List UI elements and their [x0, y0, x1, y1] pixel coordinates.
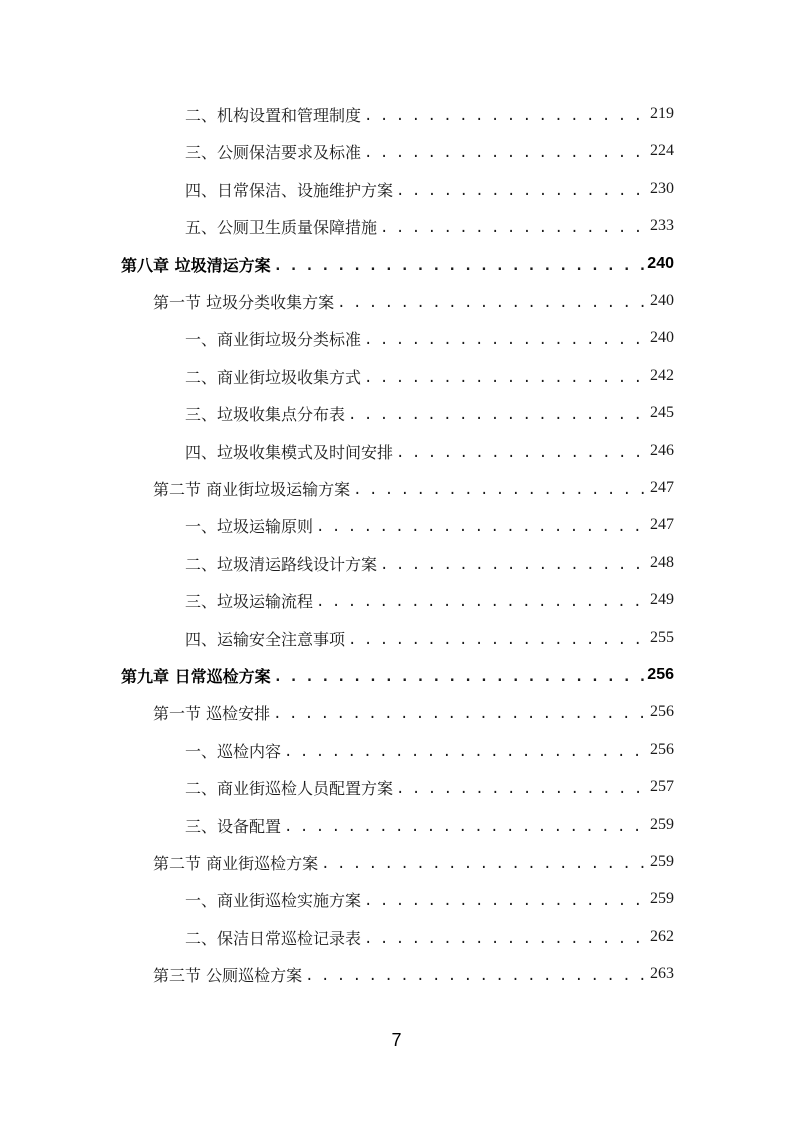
toc-entry-page-number: 242 [650, 367, 674, 384]
toc-entry-title: 第八章 垃圾清运方案 [121, 255, 271, 275]
toc-entry-title: 三、垃圾运输流程 [185, 591, 314, 611]
toc-entry-page-number: 246 [650, 442, 674, 459]
toc-entry-item[interactable] [185, 213, 674, 239]
toc-entry-item[interactable] [185, 438, 674, 464]
toc-entry-page-number: 259 [650, 816, 674, 833]
toc-entry-page-number: 263 [650, 965, 674, 982]
toc-entry-page-number: 249 [650, 591, 674, 608]
toc-leader-dots [274, 258, 646, 274]
toc-leader-dots [364, 108, 646, 124]
toc-leader-dots [284, 819, 646, 835]
toc-entry-page-number: 256 [650, 703, 674, 720]
toc-leader-dots [305, 968, 646, 984]
toc-leader-dots [364, 332, 646, 348]
toc-leader-dots [364, 893, 646, 909]
toc-entry-page-number: 256 [647, 666, 674, 683]
toc-leader-dots [364, 370, 646, 386]
toc-entry-section[interactable] [153, 849, 674, 875]
toc-entry-page-number: 256 [650, 741, 674, 758]
toc-leader-dots [396, 183, 646, 199]
toc-entry-page-number: 240 [650, 329, 674, 346]
toc-leader-dots [364, 145, 646, 161]
toc-entry-title: 第二节 商业街垃圾运输方案 [153, 479, 351, 499]
toc-entry-page-number: 259 [650, 890, 674, 907]
toc-leader-dots [396, 445, 646, 461]
toc-entry-page-number: 257 [650, 778, 674, 795]
toc-entry-title: 第一节 垃圾分类收集方案 [153, 292, 335, 312]
toc-leader-dots [273, 706, 646, 722]
toc-leader-dots [348, 632, 646, 648]
toc-entry-title: 三、垃圾收集点分布表 [185, 404, 346, 424]
toc-leader-dots [364, 931, 646, 947]
toc-entry-section[interactable] [153, 288, 674, 314]
toc-entry-chapter[interactable] [121, 662, 674, 688]
toc-entry-section[interactable] [153, 475, 674, 501]
toc-entry-item[interactable] [185, 924, 674, 950]
toc-entry-item[interactable] [185, 512, 674, 538]
toc-entry-item[interactable] [185, 587, 674, 613]
toc-entry-item[interactable] [185, 774, 674, 800]
toc-leader-dots [380, 557, 646, 573]
toc-entry-item[interactable] [185, 400, 674, 426]
toc-entry-item[interactable] [185, 101, 674, 127]
toc-entry-page-number: 224 [650, 142, 674, 159]
toc-entry-title: 一、商业街垃圾分类标准 [185, 329, 362, 349]
toc-entry-title: 第二节 商业街巡检方案 [153, 853, 319, 873]
toc-leader-dots [316, 519, 646, 535]
toc-leader-dots [348, 407, 646, 423]
toc-entry-item[interactable] [185, 737, 674, 763]
toc-entry-title: 二、商业街巡检人员配置方案 [185, 778, 394, 798]
toc-leader-dots [353, 482, 646, 498]
toc-entry-title: 五、公厕卫生质量保障措施 [185, 217, 378, 237]
toc-entry-chapter[interactable] [121, 251, 674, 277]
toc-leader-dots [274, 669, 646, 685]
toc-entry-page-number: 245 [650, 404, 674, 421]
toc-entry-page-number: 233 [650, 217, 674, 234]
toc-entry-page-number: 240 [650, 292, 674, 309]
toc-entry-title: 四、日常保洁、设施维护方案 [185, 180, 394, 200]
toc-entry-title: 一、垃圾运输原则 [185, 516, 314, 536]
toc-entry-title: 第九章 日常巡检方案 [121, 666, 271, 686]
toc-entry-item[interactable] [185, 550, 674, 576]
toc-entry-title: 第一节 巡检安排 [153, 703, 271, 723]
toc-entry-title: 二、商业街垃圾收集方式 [185, 367, 362, 387]
toc-entry-item[interactable] [185, 325, 674, 351]
toc-entry-section[interactable] [153, 699, 674, 725]
toc-entry-title: 二、垃圾清运路线设计方案 [185, 554, 378, 574]
toc-entry-title: 第三节 公厕巡检方案 [153, 965, 303, 985]
toc-entry-item[interactable] [185, 176, 674, 202]
toc-entry-page-number: 255 [650, 629, 674, 646]
toc-entry-page-number: 262 [650, 928, 674, 945]
toc-entry-item[interactable] [185, 625, 674, 651]
toc-entry-page-number: 248 [650, 554, 674, 571]
toc-leader-dots [316, 594, 646, 610]
toc-entry-title: 一、巡检内容 [185, 741, 282, 761]
page-number: 7 [391, 1030, 402, 1050]
toc-entry-page-number: 230 [650, 180, 674, 197]
toc-entry-page-number: 247 [650, 479, 674, 496]
toc-entry-page-number: 219 [650, 105, 674, 122]
toc-entry-title: 三、设备配置 [185, 816, 282, 836]
toc-entry-item[interactable] [185, 886, 674, 912]
toc-leader-dots [396, 781, 646, 797]
toc-entry-page-number: 247 [650, 516, 674, 533]
toc-leader-dots [321, 856, 646, 872]
toc-entry-title: 二、保洁日常巡检记录表 [185, 928, 362, 948]
toc-entry-title: 三、公厕保洁要求及标准 [185, 142, 362, 162]
toc-entry-page-number: 240 [647, 255, 674, 272]
toc-entry-title: 二、机构设置和管理制度 [185, 105, 362, 125]
toc-entry-section[interactable] [153, 961, 674, 987]
toc-leader-dots [380, 220, 646, 236]
toc-entry-title: 四、垃圾收集模式及时间安排 [185, 442, 394, 462]
toc-entry-item[interactable] [185, 138, 674, 164]
toc-entry-title: 一、商业街巡检实施方案 [185, 890, 362, 910]
toc-entry-page-number: 259 [650, 853, 674, 870]
toc-leader-dots [284, 744, 646, 760]
toc-entry-item[interactable] [185, 363, 674, 389]
toc-entry-title: 四、运输安全注意事项 [185, 629, 346, 649]
toc-entry-item[interactable] [185, 812, 674, 838]
toc-leader-dots [337, 295, 646, 311]
